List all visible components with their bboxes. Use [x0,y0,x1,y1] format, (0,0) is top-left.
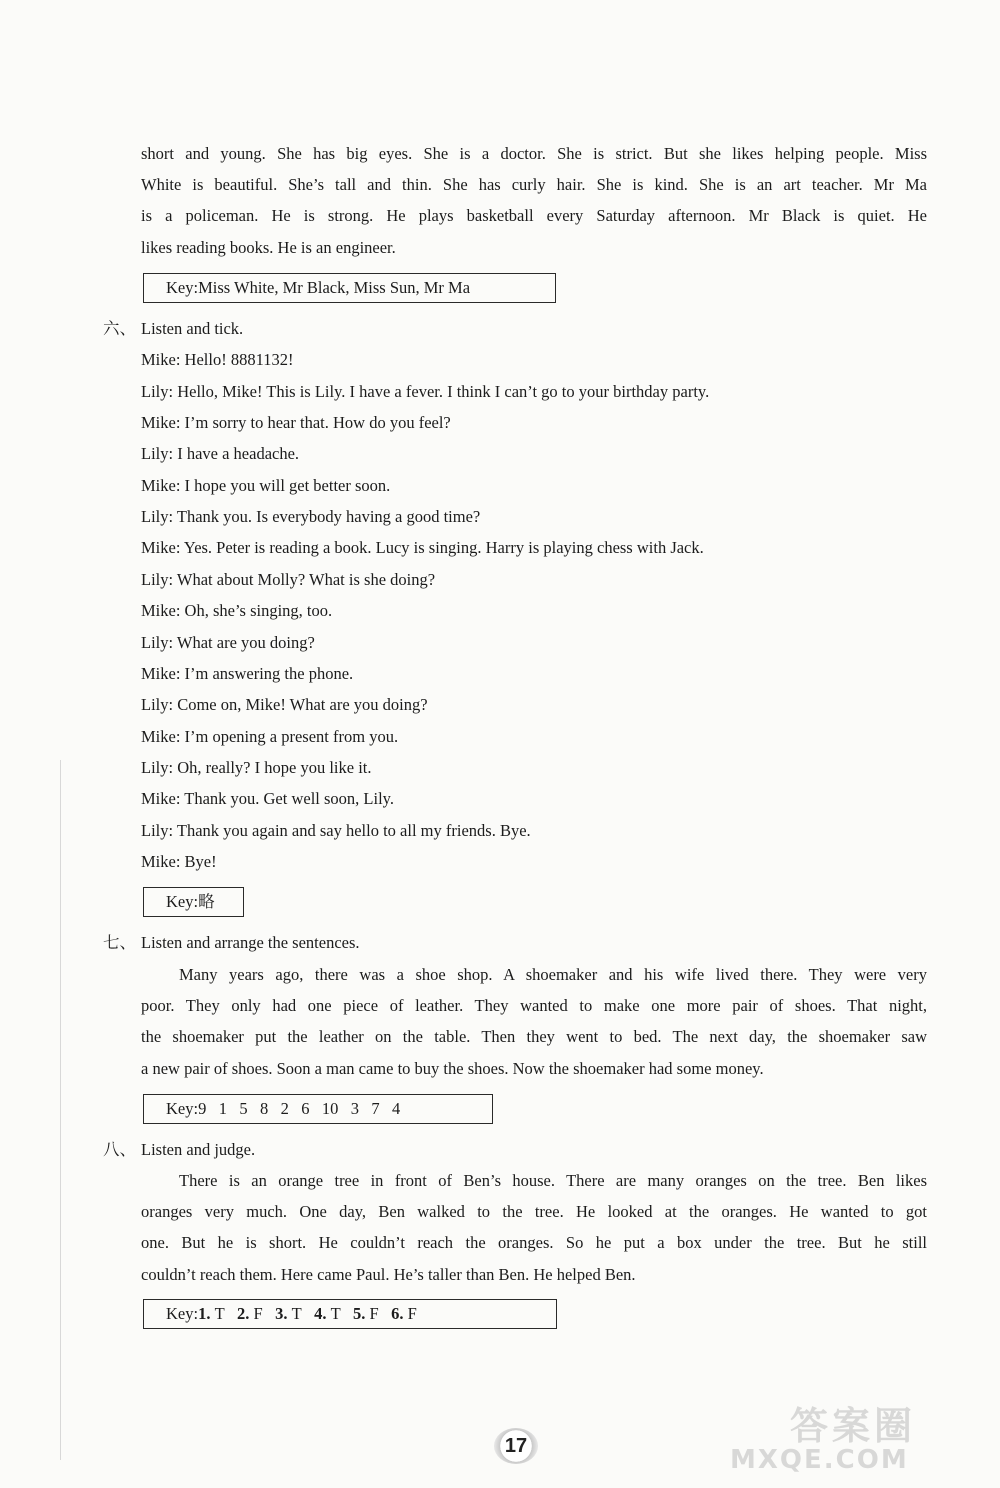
key-label: Key: [166,1099,199,1118]
section-number: 七、 [103,933,136,952]
dialogue-line: Lily: Come on, Mike! What are you doing? [141,695,428,714]
paragraph-line: likes reading books. He is an engineer. [141,238,396,257]
dialogue-line: Lily: Thank you again and say hello to all my friends. Bye. [141,821,531,840]
key-item-value: F [253,1304,263,1323]
scan-edge-shadow [60,760,61,1460]
section-title: Listen and tick. [141,319,244,338]
answer-key-box: Key:略 [143,887,244,917]
paragraph-line: oranges very much. One day, Ben walked to the tree. He looked at the oranges. He wanted to got [141,1202,927,1221]
paragraph-line: poor. They only had one piece of leather. They wanted to make one more pair of shoes. That night, [141,996,927,1015]
key-sequence: 9 1 5 8 2 6 10 3 7 4 [198,1099,401,1118]
section-title: Listen and judge. [141,1140,256,1159]
key-item-value: F [407,1304,417,1323]
key-item-value: T [330,1304,341,1323]
key-item-value: T [291,1304,302,1323]
watermark-logo [730,1395,992,1475]
dialogue-line: Mike: Bye! [141,852,217,871]
page-number: 17 [494,1428,538,1464]
section-number: 六、 [103,319,136,338]
paragraph-line: one. But he is short. He couldn’t reach the oranges. So he put a box under the tree. But he still [141,1233,927,1252]
key-item-number: 4. [314,1304,327,1323]
dialogue-line: Lily: What are you doing? [141,633,315,652]
watermark-text-top: 答案圈 [790,1404,917,1448]
dialogue-line: Lily: Hello, Mike! This is Lily. I have a fever. I think I can’t go to your birthday party. [141,382,710,401]
watermark-text-bottom: MXQE.COM [730,1445,909,1475]
answer-key-box [143,1299,557,1329]
dialogue-line: Mike: I’m answering the phone. [141,664,354,683]
key-label: Key: [166,1304,199,1323]
paragraph-line: White is beautiful. She’s tall and thin. She has curly hair. She is kind. She is an art teacher. Mr Ma [141,175,927,194]
dialogue-line: Lily: Thank you. Is everybody having a good time? [141,507,481,526]
section-number: 八、 [103,1140,136,1159]
section-title: Listen and arrange the sentences. [141,933,360,952]
key-item-number: 5. [353,1304,366,1323]
key-item-number: 6. [391,1304,404,1323]
paragraph-line: short and young. She has big eyes. She is a doctor. She is strict. But she likes helping people. Miss [141,144,927,163]
key-item-number: 2. [237,1304,250,1323]
paragraph-line: is a policeman. He is strong. He plays basketball every Saturday afternoon. Mr Black is quiet. He [141,206,927,225]
key-item-value: T [214,1304,225,1323]
paragraph-line: the shoemaker put the leather on the table. Then they went to bed. The next day, the shoemaker saw [141,1027,927,1046]
answer-key-box: Key:Miss White, Mr Black, Miss Sun, Mr Ma [143,273,556,303]
dialogue-line: Mike: I’m opening a present from you. [141,727,399,746]
paragraph-line: couldn’t reach them. Here came Paul. He’s taller than Ben. He helped Ben. [141,1265,636,1284]
paragraph-line: Many years ago, there was a shoe shop. A shoemaker and his wife lived there. They were very [179,965,927,984]
key-item-number: 1. [198,1304,211,1323]
dialogue-line: Mike: I’m sorry to hear that. How do you feel? [141,413,451,432]
dialogue-line: Lily: I have a headache. [141,444,300,463]
dialogue-line: Mike: Thank you. Get well soon, Lily. [141,789,394,808]
dialogue-line: Mike: Oh, she’s singing, too. [141,601,333,620]
key-item-value: F [369,1304,379,1323]
paragraph-line: There is an orange tree in front of Ben’s house. There are many oranges on the tree. Ben likes [179,1171,927,1190]
dialogue-line: Lily: Oh, really? I hope you like it. [141,758,372,777]
key-item-number: 3. [275,1304,288,1323]
dialogue-line: Mike: Yes. Peter is reading a book. Lucy is singing. Harry is playing chess with Jack. [141,538,704,557]
dialogue-line: Mike: I hope you will get better soon. [141,476,391,495]
dialogue-line: Lily: What about Molly? What is she doing? [141,570,436,589]
dialogue-line: Mike: Hello! 8881132! [141,350,294,369]
answer-key-box [143,1094,493,1124]
paragraph-line: a new pair of shoes. Soon a man came to buy the shoes. Now the shoemaker had some money. [141,1059,764,1078]
